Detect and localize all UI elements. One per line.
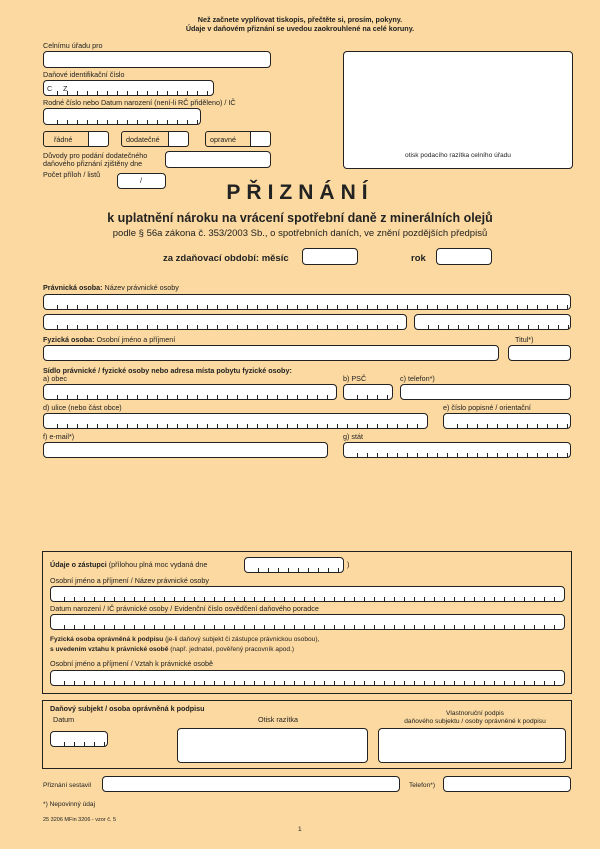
signature-razitko-label: Otisk razítka <box>258 715 298 724</box>
dic-input[interactable] <box>43 80 214 96</box>
stat-label: g) stát <box>343 432 363 441</box>
po-name-input-2[interactable] <box>43 314 407 330</box>
fo-label <box>43 336 175 344</box>
email-input[interactable] <box>43 442 328 458</box>
period-month-label: za zdaňovací období: měsíc <box>163 253 289 264</box>
zastupce-title <box>50 561 207 569</box>
rc-input[interactable] <box>43 108 201 125</box>
zastupce-title-bold: Údaje o zástupci <box>50 560 107 569</box>
zastupce-jmeno-vztah-label: Osobní jméno a příjmení / Vztah k právnické osobě <box>50 659 213 668</box>
psc-input[interactable] <box>343 384 393 400</box>
cislo-label: e) číslo popisné / orientační <box>443 403 531 412</box>
radne-checkbox[interactable] <box>88 132 108 146</box>
opravne-label: opravné <box>210 135 236 144</box>
titul-label: Titul*) <box>515 335 534 344</box>
zastupce-vztah-rest: (např. jednatel, pověřený pracovník apod.) <box>168 646 295 653</box>
ulice-label: d) ulice (nebo část obce) <box>43 403 122 412</box>
celni-urad-input[interactable] <box>43 51 271 68</box>
period-year-label: rok <box>411 253 426 264</box>
dic-prefix-z: Z <box>63 84 68 93</box>
dodatecne-label: dodatečné <box>126 135 160 144</box>
cislo-input[interactable] <box>443 413 571 429</box>
law-reference: podle § 56a zákona č. 353/2003 Sb., o spotřebních daních, ve znění pozdějších předpisů <box>112 228 488 239</box>
zastupce-close-paren: ) <box>347 560 350 569</box>
stamp-box <box>343 51 573 169</box>
header-line-1: Než začnete vyplňovat tiskopis, přečtěte si, prosím, pokyny. <box>197 15 403 24</box>
footer-telefon-input[interactable] <box>443 776 571 792</box>
signature-podpis-box[interactable] <box>378 728 566 763</box>
zastupce-jmeno-label: Osobní jméno a příjmení / Název právnické osoby <box>50 576 209 585</box>
email-label: f) e-mail*) <box>43 432 75 441</box>
zastupce-vztah-label <box>50 646 294 654</box>
period-month-input[interactable] <box>302 248 358 265</box>
page-number: 1 <box>298 826 302 833</box>
stat-input[interactable] <box>343 442 571 458</box>
duvody-label-1: Důvody pro podání dodatečného <box>43 151 148 160</box>
zastupce-jmeno-vztah-input[interactable] <box>50 670 565 686</box>
pocet-slash: / <box>140 176 142 185</box>
telefon-input[interactable] <box>400 384 571 400</box>
footnote: *) Nepovinný údaj <box>43 801 96 808</box>
sidlo-label: Sídlo právnické / fyzické osoby nebo adresa místa pobytu fyzické osoby: <box>43 366 292 375</box>
dic-prefix-c: C <box>47 84 53 93</box>
sestavil-label: Přiznání sestavil <box>43 782 92 789</box>
obec-label: a) obec <box>43 374 67 383</box>
duvody-label-2: daňového přiznání zjištěny dne <box>43 159 143 168</box>
zastupce-datum-input[interactable] <box>50 614 565 630</box>
titul-input[interactable] <box>508 345 571 361</box>
pocet-priloh-label: Počet příloh / listů <box>43 170 101 179</box>
header-line-2: Údaje v daňovém přiznání se uvedou zaokrouhlené na celé koruny. <box>185 24 415 33</box>
zastupce-fo-rest: (je-li daňový subjekt či zástupce právnickou osobou), <box>163 636 320 643</box>
page-title: PŘIZNÁNÍ <box>226 181 374 204</box>
radne-option[interactable] <box>43 131 109 147</box>
stamp-label: otisk podacího razítka celního úřadu <box>405 152 511 159</box>
zastupce-vztah-bold: s uvedením vztahu k právnické osobě <box>50 646 169 653</box>
zastupce-title-rest: (přílohou plná moc vydaná dne <box>106 560 208 569</box>
sestavil-input[interactable] <box>102 776 400 792</box>
psc-label: b) PSČ <box>343 374 367 383</box>
zastupce-fo-bold: Fyzická osoba oprávněná k podpisu <box>50 636 164 643</box>
fo-label-bold: Fyzická osoba: <box>43 335 95 344</box>
page-subtitle: k uplatnění nároku na vrácení spotřební daně z minerálních olejů <box>107 211 493 225</box>
signature-podpis-label-2: daňového subjektu / osoby oprávněné k podpisu <box>404 718 546 725</box>
rc-label: Rodné číslo nebo Datum narození (není-li RČ přiděleno) / IČ <box>43 98 236 107</box>
form-code: 25 3206 MFin 3206 - vzor č. 5 <box>43 817 117 823</box>
signature-razitko-box[interactable] <box>177 728 368 763</box>
plna-moc-date-input[interactable] <box>244 557 344 573</box>
dodatecne-checkbox[interactable] <box>168 132 188 146</box>
ulice-input[interactable] <box>43 413 428 429</box>
signature-datum-label: Datum <box>53 715 75 724</box>
fo-label-rest: Osobní jméno a příjmení <box>94 335 176 344</box>
signature-podpis-label-1: Vlastnoruční podpis <box>446 710 504 717</box>
footer-telefon-label: Telefon*) <box>409 782 436 789</box>
period-year-input[interactable] <box>436 248 492 265</box>
zastupce-jmeno-input[interactable] <box>50 586 565 602</box>
signature-title: Daňový subjekt / osoba oprávněná k podpisu <box>50 704 205 713</box>
celni-urad-label: Celnímu úřadu pro <box>43 41 103 50</box>
fo-name-input[interactable] <box>43 345 499 361</box>
po-name-input-3[interactable] <box>414 314 571 330</box>
dodatecne-option[interactable] <box>121 131 189 147</box>
po-name-input-1[interactable] <box>43 294 571 310</box>
zastupce-fo-label <box>50 636 319 644</box>
opravne-checkbox[interactable] <box>250 132 270 146</box>
po-label <box>43 284 179 292</box>
obec-input[interactable] <box>43 384 337 400</box>
dic-label: Daňové identifikační číslo <box>43 70 125 79</box>
po-label-rest: Název právnické osoby <box>102 283 179 292</box>
opravne-option[interactable] <box>205 131 271 147</box>
telefon-label: c) telefon*) <box>400 374 435 383</box>
duvody-input[interactable] <box>165 151 271 168</box>
zastupce-datum-label: Datum narození / IČ právnické osoby / Evidenční číslo osvědčení daňového poradce <box>50 604 319 613</box>
po-label-bold: Právnická osoba: <box>43 283 103 292</box>
signature-datum-input[interactable] <box>50 731 108 747</box>
radne-label: řádné <box>54 135 73 144</box>
